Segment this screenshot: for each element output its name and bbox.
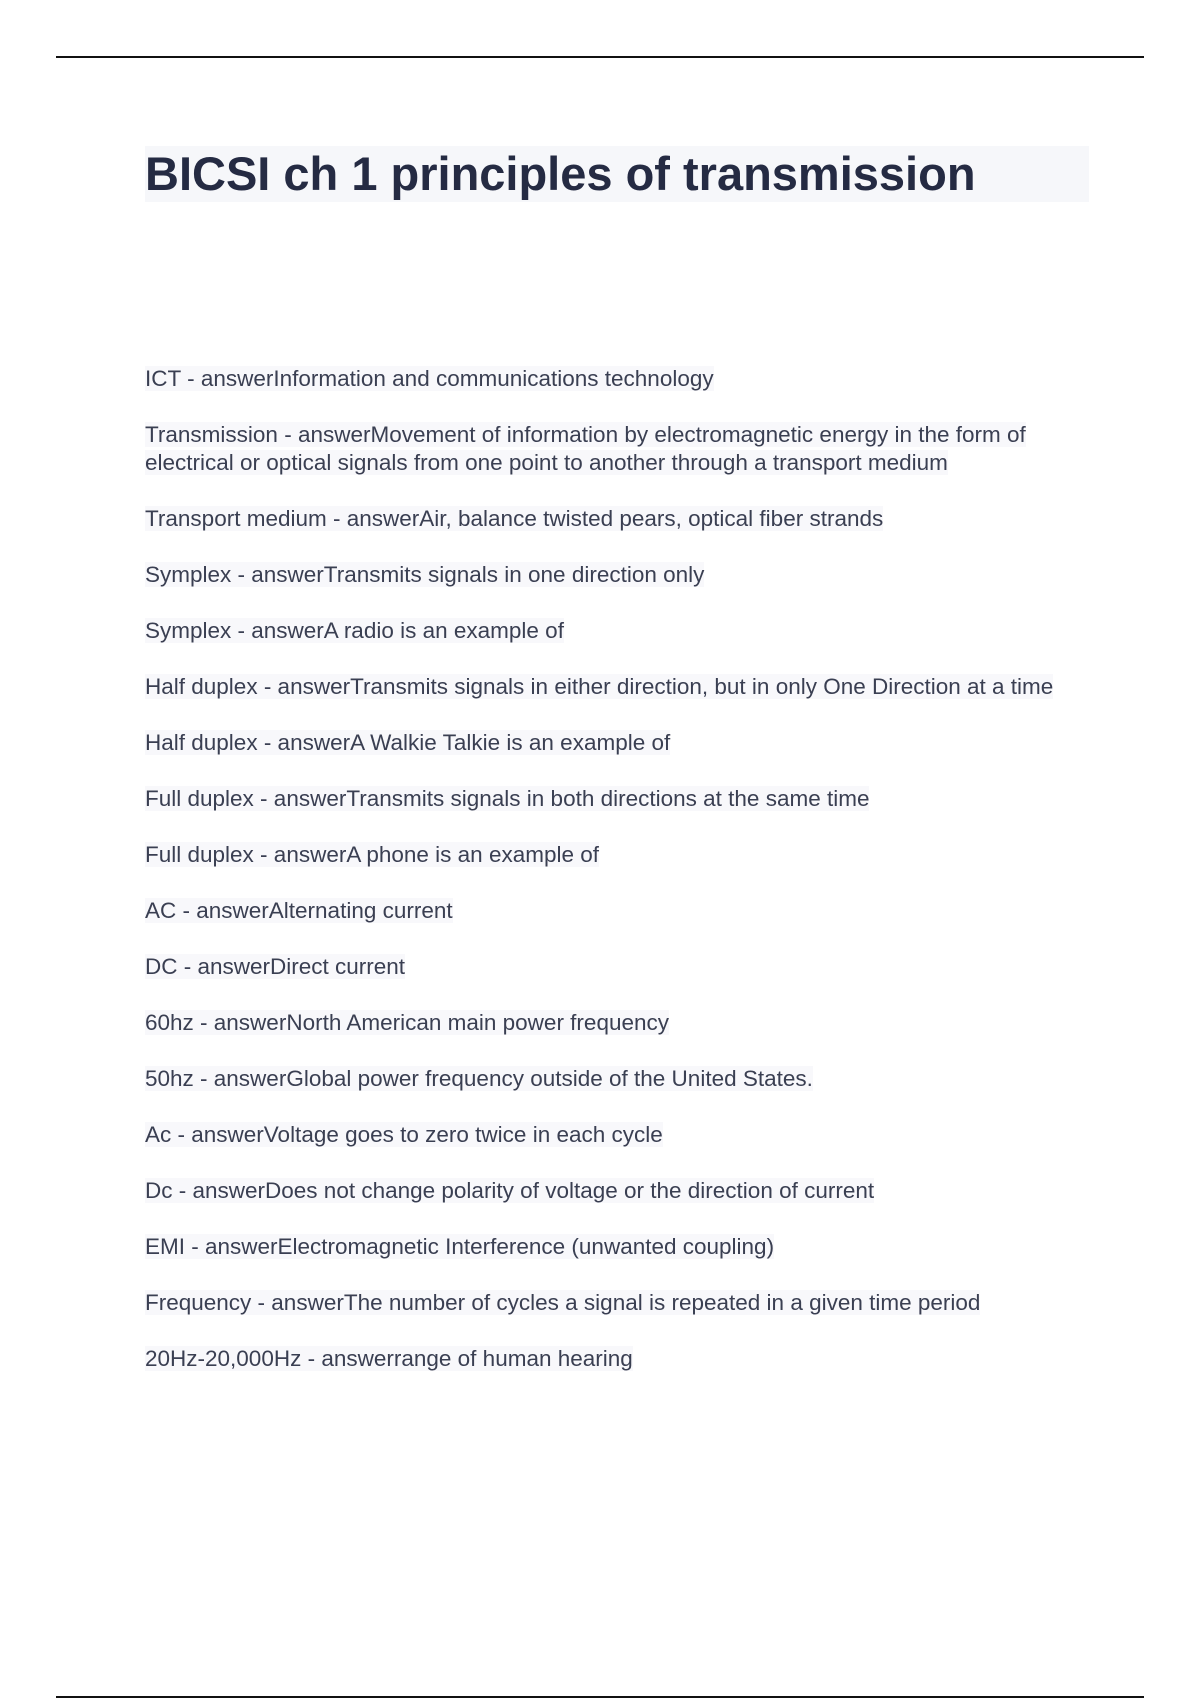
list-item — [145, 953, 1085, 981]
list-item-text: AC - answerAlternating current — [145, 898, 453, 923]
list-item — [145, 1289, 1085, 1317]
list-item — [145, 505, 1085, 533]
list-item-text: ICT - answerInformation and communications technology — [145, 366, 714, 391]
list-item-text: Full duplex - answerA phone is an example of — [145, 842, 600, 867]
bottom-divider — [56, 1696, 1144, 1698]
list-item-text: 50hz - answerGlobal power frequency outside of the United States. — [145, 1066, 813, 1091]
list-item-text: Half duplex - answerA Walkie Talkie is an example of — [145, 730, 671, 755]
list-item-text: Half duplex - answerTransmits signals in either direction, but in only One Direction at a time — [145, 674, 1054, 699]
list-item — [145, 421, 1085, 477]
list-item — [145, 785, 1085, 813]
list-item-text: DC - answerDirect current — [145, 954, 406, 979]
list-item-text: 60hz - answerNorth American main power frequency — [145, 1010, 669, 1035]
list-item — [145, 1065, 1085, 1093]
list-item-text: Ac - answerVoltage goes to zero twice in each cycle — [145, 1122, 663, 1147]
list-item — [145, 1345, 1085, 1373]
list-item-text: Dc - answerDoes not change polarity of voltage or the direction of current — [145, 1178, 875, 1203]
list-item-text: EMI - answerElectromagnetic Interference (unwanted coupling) — [145, 1234, 775, 1259]
list-item — [145, 1177, 1085, 1205]
list-item-text: Transport medium - answerAir, balance twisted pears, optical fiber strands — [145, 506, 884, 531]
list-item — [145, 1121, 1085, 1149]
page-title: BICSI ch 1 principles of transmission — [145, 147, 976, 200]
top-divider — [56, 56, 1144, 58]
list-item-text: Frequency - answerThe number of cycles a signal is repeated in a given time period — [145, 1290, 981, 1315]
list-item — [145, 673, 1085, 701]
list-item — [145, 841, 1085, 869]
list-item-text: Full duplex - answerTransmits signals in both directions at the same time — [145, 786, 870, 811]
list-item-text: Transmission - answerMovement of information by electromagnetic energy in the form of electrical or optical signals from one point to another through a transport medium — [145, 422, 1026, 475]
list-item — [145, 1009, 1085, 1037]
list-item — [145, 617, 1085, 645]
list-item — [145, 561, 1085, 589]
list-item-text: Symplex - answerA radio is an example of — [145, 618, 564, 643]
qa-list — [145, 365, 1085, 1401]
list-item — [145, 365, 1085, 393]
list-item-text: 20Hz-20,000Hz - answerrange of human hearing — [145, 1346, 633, 1371]
list-item — [145, 1233, 1085, 1261]
title-block — [145, 146, 1089, 202]
list-item — [145, 729, 1085, 757]
list-item-text: Symplex - answerTransmits signals in one direction only — [145, 562, 705, 587]
list-item — [145, 897, 1085, 925]
